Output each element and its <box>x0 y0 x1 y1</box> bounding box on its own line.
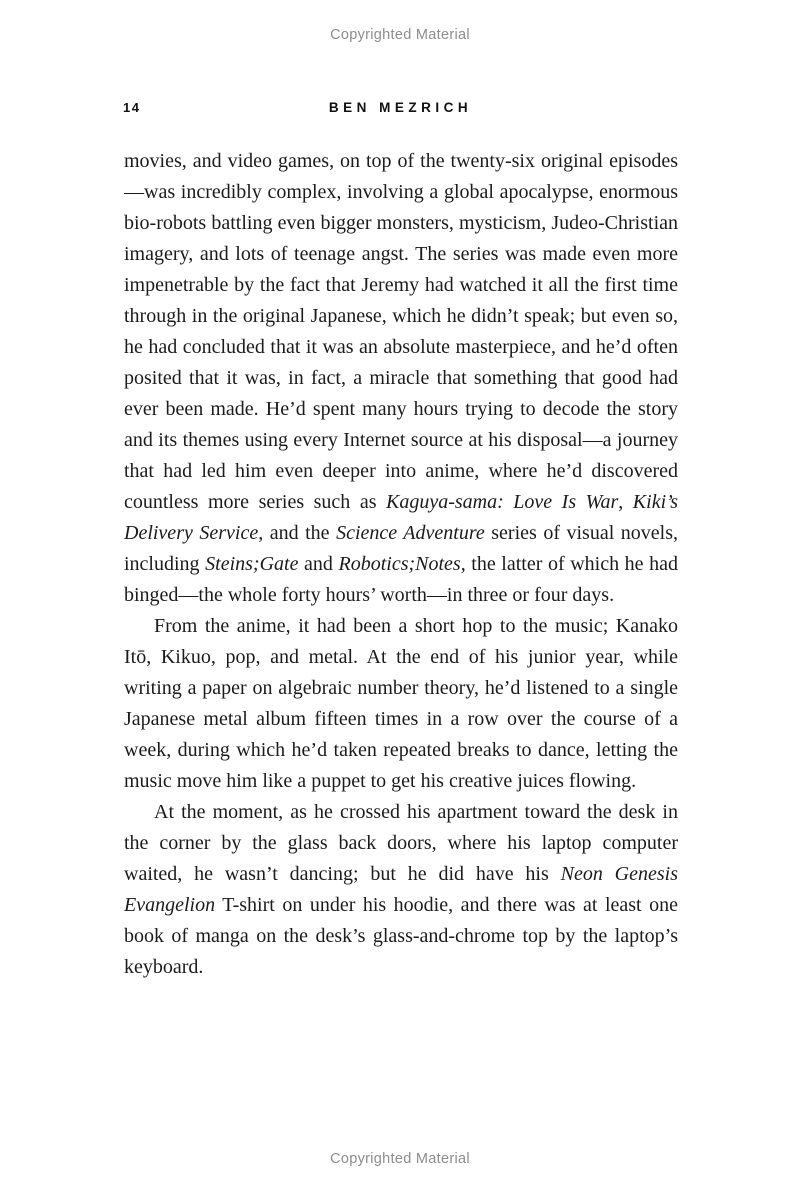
body-run: T-shirt on under his hoodie, and there was at least one book of manga on the desk’s glass-and-chrome top by the laptop’s keyboard. <box>124 894 678 978</box>
body-run: series of visual novels, including <box>124 522 678 575</box>
body-run: From the anime, it had been a short hop to the music; Kanako Itō, Kikuo, pop, and metal. At the end of his junior year, while writing a paper on algebraic number theory, he’d listened to a single Japanese metal album fifteen times in a row over the course of a week, during which he’d taken repeated breaks to dance, letting the music move him like a puppet to get his creative juices flowing. <box>124 615 678 792</box>
running-head <box>123 100 678 118</box>
paragraph <box>124 611 678 797</box>
body-run: , and the <box>258 522 337 544</box>
italic-title-text: Neon Genesis Evangelion <box>124 863 678 916</box>
body-run: At the moment, as he crossed his apartment toward the desk in the corner by the glass back doors, where his laptop computer waited, he wasn’t dancing; but he did have his <box>124 801 678 885</box>
body-run: and <box>298 553 339 575</box>
italic-title-text: Science Adventure <box>336 522 485 544</box>
copyright-notice-top: Copyrighted Material <box>330 27 470 43</box>
italic-title-text: Robotics;Notes <box>338 553 461 575</box>
body-text <box>124 146 678 983</box>
page-number: 14 <box>123 100 141 115</box>
author-running-head: BEN MEZRICH <box>328 100 473 115</box>
body-run: , <box>618 491 633 513</box>
body-run: movies, and video games, on top of the twenty-six original episodes—was incredibly complex, involving a global apocalypse, enormous bio-robots battling even bigger monsters, mysticism, Judeo-Christian imagery, and lots of teenage angst. The series was made even more impenetrable by the fact that Jeremy had watched it all the first time through in the original Japanese, which he didn’t speak; but even so, he had concluded that it was an absolute masterpiece, and he’d often posited that it was, in fact, a miracle that something that good had ever been made. He’d spent many hours trying to decode the story and its themes using every Internet source at his disposal—a journey that had led him even deeper into anime, where he’d discovered countless more series such as <box>124 150 678 513</box>
paragraph <box>124 797 678 983</box>
copyright-notice-bottom: Copyrighted Material <box>330 1151 470 1167</box>
italic-title-text: Steins;Gate <box>205 553 299 575</box>
italic-title-text: Kaguya-sama: Love Is War <box>386 491 619 513</box>
body-run: , the latter of which he had binged—the whole forty hours’ worth—in three or four days. <box>124 553 679 606</box>
italic-title-text: Kiki’s Delivery Service <box>124 491 678 544</box>
paragraph <box>124 146 678 611</box>
